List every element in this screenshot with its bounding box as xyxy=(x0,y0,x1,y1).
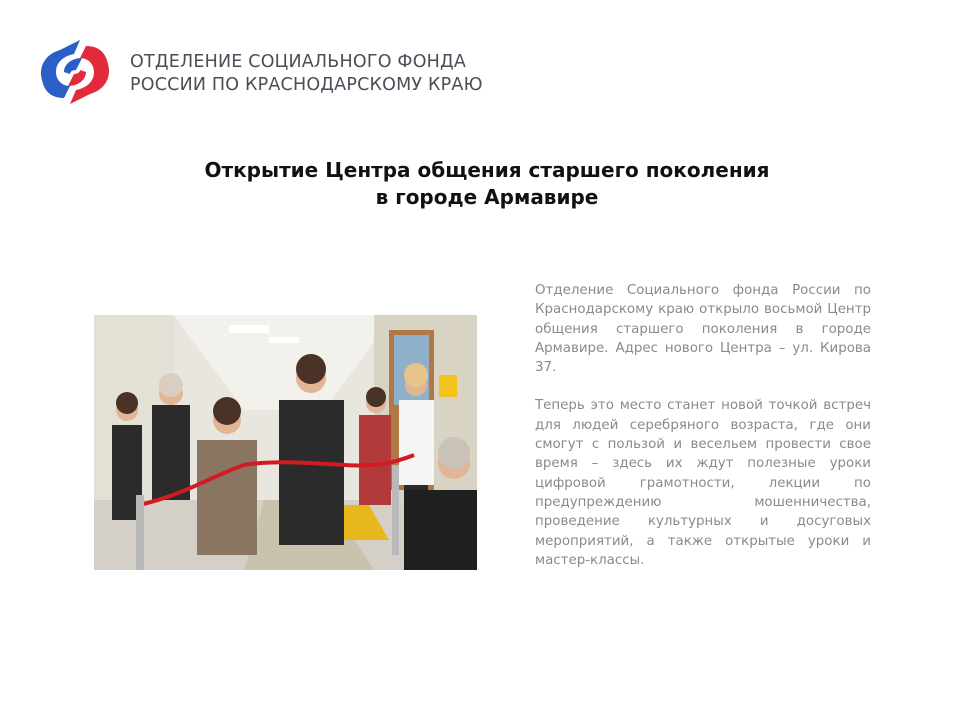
org-name-line2: РОССИИ ПО КРАСНОДАРСКОМУ КРАЮ xyxy=(130,75,483,95)
logo-red-mark xyxy=(68,46,109,104)
organization-name xyxy=(130,51,483,97)
logo-blue-mark xyxy=(41,40,82,98)
article-title xyxy=(120,157,854,211)
article-body xyxy=(535,281,871,589)
ribbon-cutting-photo xyxy=(94,315,477,570)
title-line2: в городе Армавире xyxy=(375,185,599,209)
org-name-line1: ОТДЕЛЕНИЕ СОЦИАЛЬНОГО ФОНДА xyxy=(130,52,467,72)
sfr-logo xyxy=(34,36,116,108)
paragraph-2: Теперь это место станет новой точкой встреч для людей серебряного возраста, где они смогут с пользой и весельем провести свое время – здесь их ждут полезные уроки цифровой грамотности, лекции по предупреждению мошенничества, проведение культурных и досуговых мероприятий, а также открытые уроки и мастер-классы. xyxy=(535,398,871,568)
title-line1: Открытие Центра общения старшего поколения xyxy=(204,158,770,182)
paragraph-1: Отделение Социального фонда России по Краснодарскому краю открыло восьмой Центр общения старшего поколения в городе Армавире. Адрес нового Центра – ул. Кирова 37. xyxy=(535,283,871,376)
